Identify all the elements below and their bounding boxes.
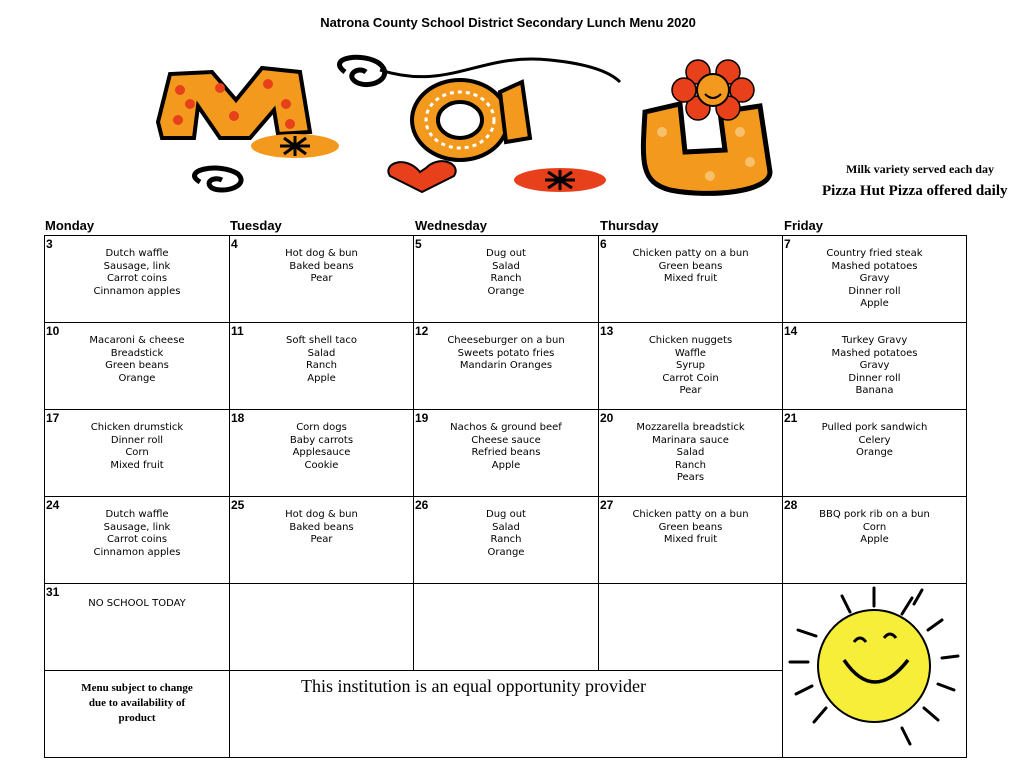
empty-cell: [413, 583, 599, 671]
day-number: 24: [46, 498, 60, 512]
day-cell: [413, 496, 599, 584]
menu-items-list: [599, 248, 782, 286]
menu-items-list: [783, 335, 966, 398]
menu-item: Green beans: [658, 260, 723, 272]
day-header-monday: Monday: [45, 218, 95, 233]
day-number: 20: [600, 411, 614, 425]
day-cell: [229, 322, 414, 410]
day-cell: [598, 496, 783, 584]
day-cell: [598, 322, 783, 410]
menu-items-list: [599, 509, 782, 547]
menu-item: Apple: [491, 459, 521, 471]
menu-items-list: [414, 335, 598, 373]
menu-item: Sweets potato fries: [457, 347, 555, 359]
milk-note: Milk variety served each day: [846, 162, 994, 176]
menu-item: Apple: [307, 372, 336, 384]
day-cell: [782, 496, 967, 584]
day-header-friday: Friday: [784, 218, 824, 233]
day-cell: [782, 322, 967, 410]
menu-item: Macaroni & cheese: [89, 335, 185, 346]
menu-items-list: [45, 509, 229, 559]
disclaimer-line: Menu subject to change: [81, 682, 193, 694]
menu-item: Pear: [679, 385, 702, 396]
menu-item: Chicken patty on a bun: [632, 509, 749, 520]
menu-item: Ranch: [305, 360, 338, 371]
menu-item: Baked beans: [289, 260, 354, 272]
menu-item: Corn: [125, 447, 149, 458]
menu-item: Pulled pork sandwich: [821, 422, 928, 433]
menu-item: Chicken nuggets: [648, 335, 733, 346]
no-school-note: NO SCHOOL TODAY: [88, 598, 186, 609]
day-number: 25: [231, 498, 245, 512]
menu-item: Baked beans: [289, 521, 354, 533]
menu-items-list: [599, 422, 782, 485]
menu-item: Turkey Gravy: [841, 335, 908, 346]
menu-items-list: [414, 509, 598, 559]
menu-item: Dutch waffle: [105, 509, 169, 520]
menu-item: Refried beans: [471, 447, 541, 458]
day-cell: [782, 235, 967, 323]
menu-item: Pear: [310, 534, 333, 545]
menu-item: Apple: [860, 298, 889, 309]
menu-item: Cinnamon apples: [93, 546, 181, 558]
menu-item: Cinnamon apples: [93, 285, 181, 297]
menu-item: Dutch waffle: [105, 248, 169, 259]
menu-item: Nachos & ground beef: [450, 422, 562, 433]
menu-item: Gravy: [859, 273, 890, 284]
menu-item: Mandarin Oranges: [459, 360, 553, 371]
page-title: Natrona County School District Secondary Lunch Menu 2020: [320, 15, 696, 30]
menu-items-list: [414, 248, 598, 298]
menu-item: Hot dog & bun: [285, 509, 358, 520]
menu-item: Dinner roll: [848, 285, 901, 297]
day-number: 5: [415, 237, 422, 251]
day-number: 19: [415, 411, 429, 425]
menu-item: Breadstick: [110, 347, 164, 359]
disclaimer-cell: [44, 670, 230, 758]
letter-m-graphic: [158, 68, 310, 138]
heart-graphic: [388, 161, 455, 192]
menu-item: Mixed fruit: [110, 459, 164, 471]
menu-item: Carrot coins: [106, 273, 168, 284]
menu-item: Green beans: [658, 521, 723, 533]
menu-item: Dinner roll: [110, 434, 164, 446]
letter-y-graphic: [643, 104, 770, 193]
menu-item: Syrup: [675, 360, 706, 371]
menu-disclaimer: [45, 681, 229, 726]
day-number: 17: [46, 411, 60, 425]
day-cell: [44, 496, 230, 584]
day-number: 31: [46, 585, 60, 599]
day-number: 13: [600, 324, 614, 338]
day-header-thursday: Thursday: [600, 218, 659, 233]
day-number: 28: [784, 498, 798, 512]
menu-item: Dinner roll: [848, 372, 901, 384]
menu-items-list: [783, 422, 966, 460]
day-number: 11: [231, 324, 244, 338]
menu-items-list: [230, 248, 413, 286]
menu-items-list: [783, 248, 966, 311]
day-cell: [598, 235, 783, 323]
day-number: 12: [415, 324, 429, 338]
menu-items-list: [45, 248, 229, 298]
empty-cell: [229, 583, 414, 671]
menu-item: BBQ pork rib on a bun: [819, 509, 930, 520]
day-cell: [229, 409, 414, 497]
menu-item: Mozzarella breadstick: [636, 422, 745, 433]
menu-items-list: [783, 509, 966, 547]
menu-item: Ranch: [490, 534, 522, 545]
menu-items-list: [45, 422, 229, 472]
day-header-wednesday: Wednesday: [415, 218, 488, 233]
menu-item: Mashed potatoes: [831, 260, 918, 272]
menu-item: Apple: [860, 534, 889, 545]
menu-item: Waffle: [674, 347, 707, 359]
day-cell: [413, 235, 599, 323]
menu-item: Orange: [118, 372, 156, 384]
menu-item: Sausage, link: [103, 521, 171, 533]
menu-item: Green beans: [105, 360, 169, 371]
menu-item: Chicken drumstick: [90, 422, 184, 433]
menu-item: Orange: [856, 447, 893, 458]
menu-item: Ranch: [674, 459, 707, 471]
menu-item: Celery: [858, 434, 891, 446]
menu-item: Salad: [676, 447, 705, 458]
menu-item: Mashed potatoes: [831, 347, 918, 359]
pizza-note: Pizza Hut Pizza offered daily: [822, 183, 1008, 199]
smiling-sun-graphic: [782, 582, 967, 756]
menu-item: Corn dogs: [296, 422, 347, 433]
day-number: 4: [231, 237, 238, 251]
menu-item: Hot dog & bun: [285, 248, 358, 259]
disclaimer-line: product: [118, 712, 156, 724]
day-cell: [598, 409, 783, 497]
menu-item: Cheese sauce: [471, 434, 541, 446]
letter-a-graphic: [412, 80, 530, 160]
menu-item: Mixed fruit: [663, 534, 718, 545]
menu-item: Banana: [855, 385, 894, 396]
day-number: 18: [231, 411, 245, 425]
menu-items-list: [599, 335, 782, 398]
menu-item: Cheeseburger on a bun: [447, 335, 565, 346]
menu-item: Ranch: [490, 273, 522, 284]
day-cell: [413, 409, 599, 497]
day-cell: [229, 235, 414, 323]
disclaimer-line: due to availability of: [88, 697, 186, 709]
menu-item: Pear: [310, 273, 333, 284]
menu-item: Corn: [862, 521, 887, 533]
menu-item: Orange: [487, 285, 525, 297]
menu-item: Marinara sauce: [652, 434, 729, 446]
menu-item: Country fried steak: [826, 248, 923, 259]
menu-item: Dug out: [486, 248, 526, 259]
menu-items-list: [230, 335, 413, 385]
day-number: 27: [600, 498, 614, 512]
menu-items-list: [230, 509, 413, 547]
day-number: 6: [600, 237, 607, 251]
day-header-tuesday: Tuesday: [230, 218, 282, 233]
menu-item: Mixed fruit: [663, 273, 718, 284]
menu-item: Chicken patty on a bun: [632, 248, 749, 259]
may-header-art: [150, 42, 830, 202]
menu-item: Dug out: [486, 509, 526, 520]
menu-item: Sausage, link: [103, 260, 171, 272]
day-cell: [44, 583, 230, 671]
menu-item: Orange: [487, 546, 525, 558]
day-cell: [44, 322, 230, 410]
day-number: 10: [46, 324, 60, 338]
menu-item: Gravy: [859, 360, 890, 371]
day-number: 26: [415, 498, 429, 512]
menu-item: Carrot Coin: [662, 372, 719, 384]
day-cell: [44, 235, 230, 323]
menu-item: Applesauce: [292, 447, 351, 458]
day-number: 14: [784, 324, 798, 338]
equal-opportunity-statement: This institution is an equal opportunity provider: [301, 676, 646, 696]
day-number: 3: [46, 237, 53, 251]
menu-item: Soft shell taco: [285, 335, 357, 346]
menu-items-list: [230, 422, 413, 472]
menu-item: Baby carrots: [289, 434, 354, 446]
menu-item: Cookie: [304, 459, 339, 471]
menu-item: Pears: [676, 472, 705, 483]
day-cell: [44, 409, 230, 497]
menu-item: Salad: [492, 521, 520, 533]
day-number: 7: [784, 237, 791, 251]
menu-item: Salad: [492, 260, 520, 272]
day-cell: [413, 322, 599, 410]
menu-item: Carrot coins: [106, 534, 168, 545]
menu-items-list: [414, 422, 598, 472]
day-cell: [229, 496, 414, 584]
menu-item: Salad: [307, 347, 336, 359]
day-cell: [782, 409, 967, 497]
menu-items-list: [45, 335, 229, 385]
day-number: 21: [784, 411, 798, 425]
empty-cell: [598, 583, 783, 671]
